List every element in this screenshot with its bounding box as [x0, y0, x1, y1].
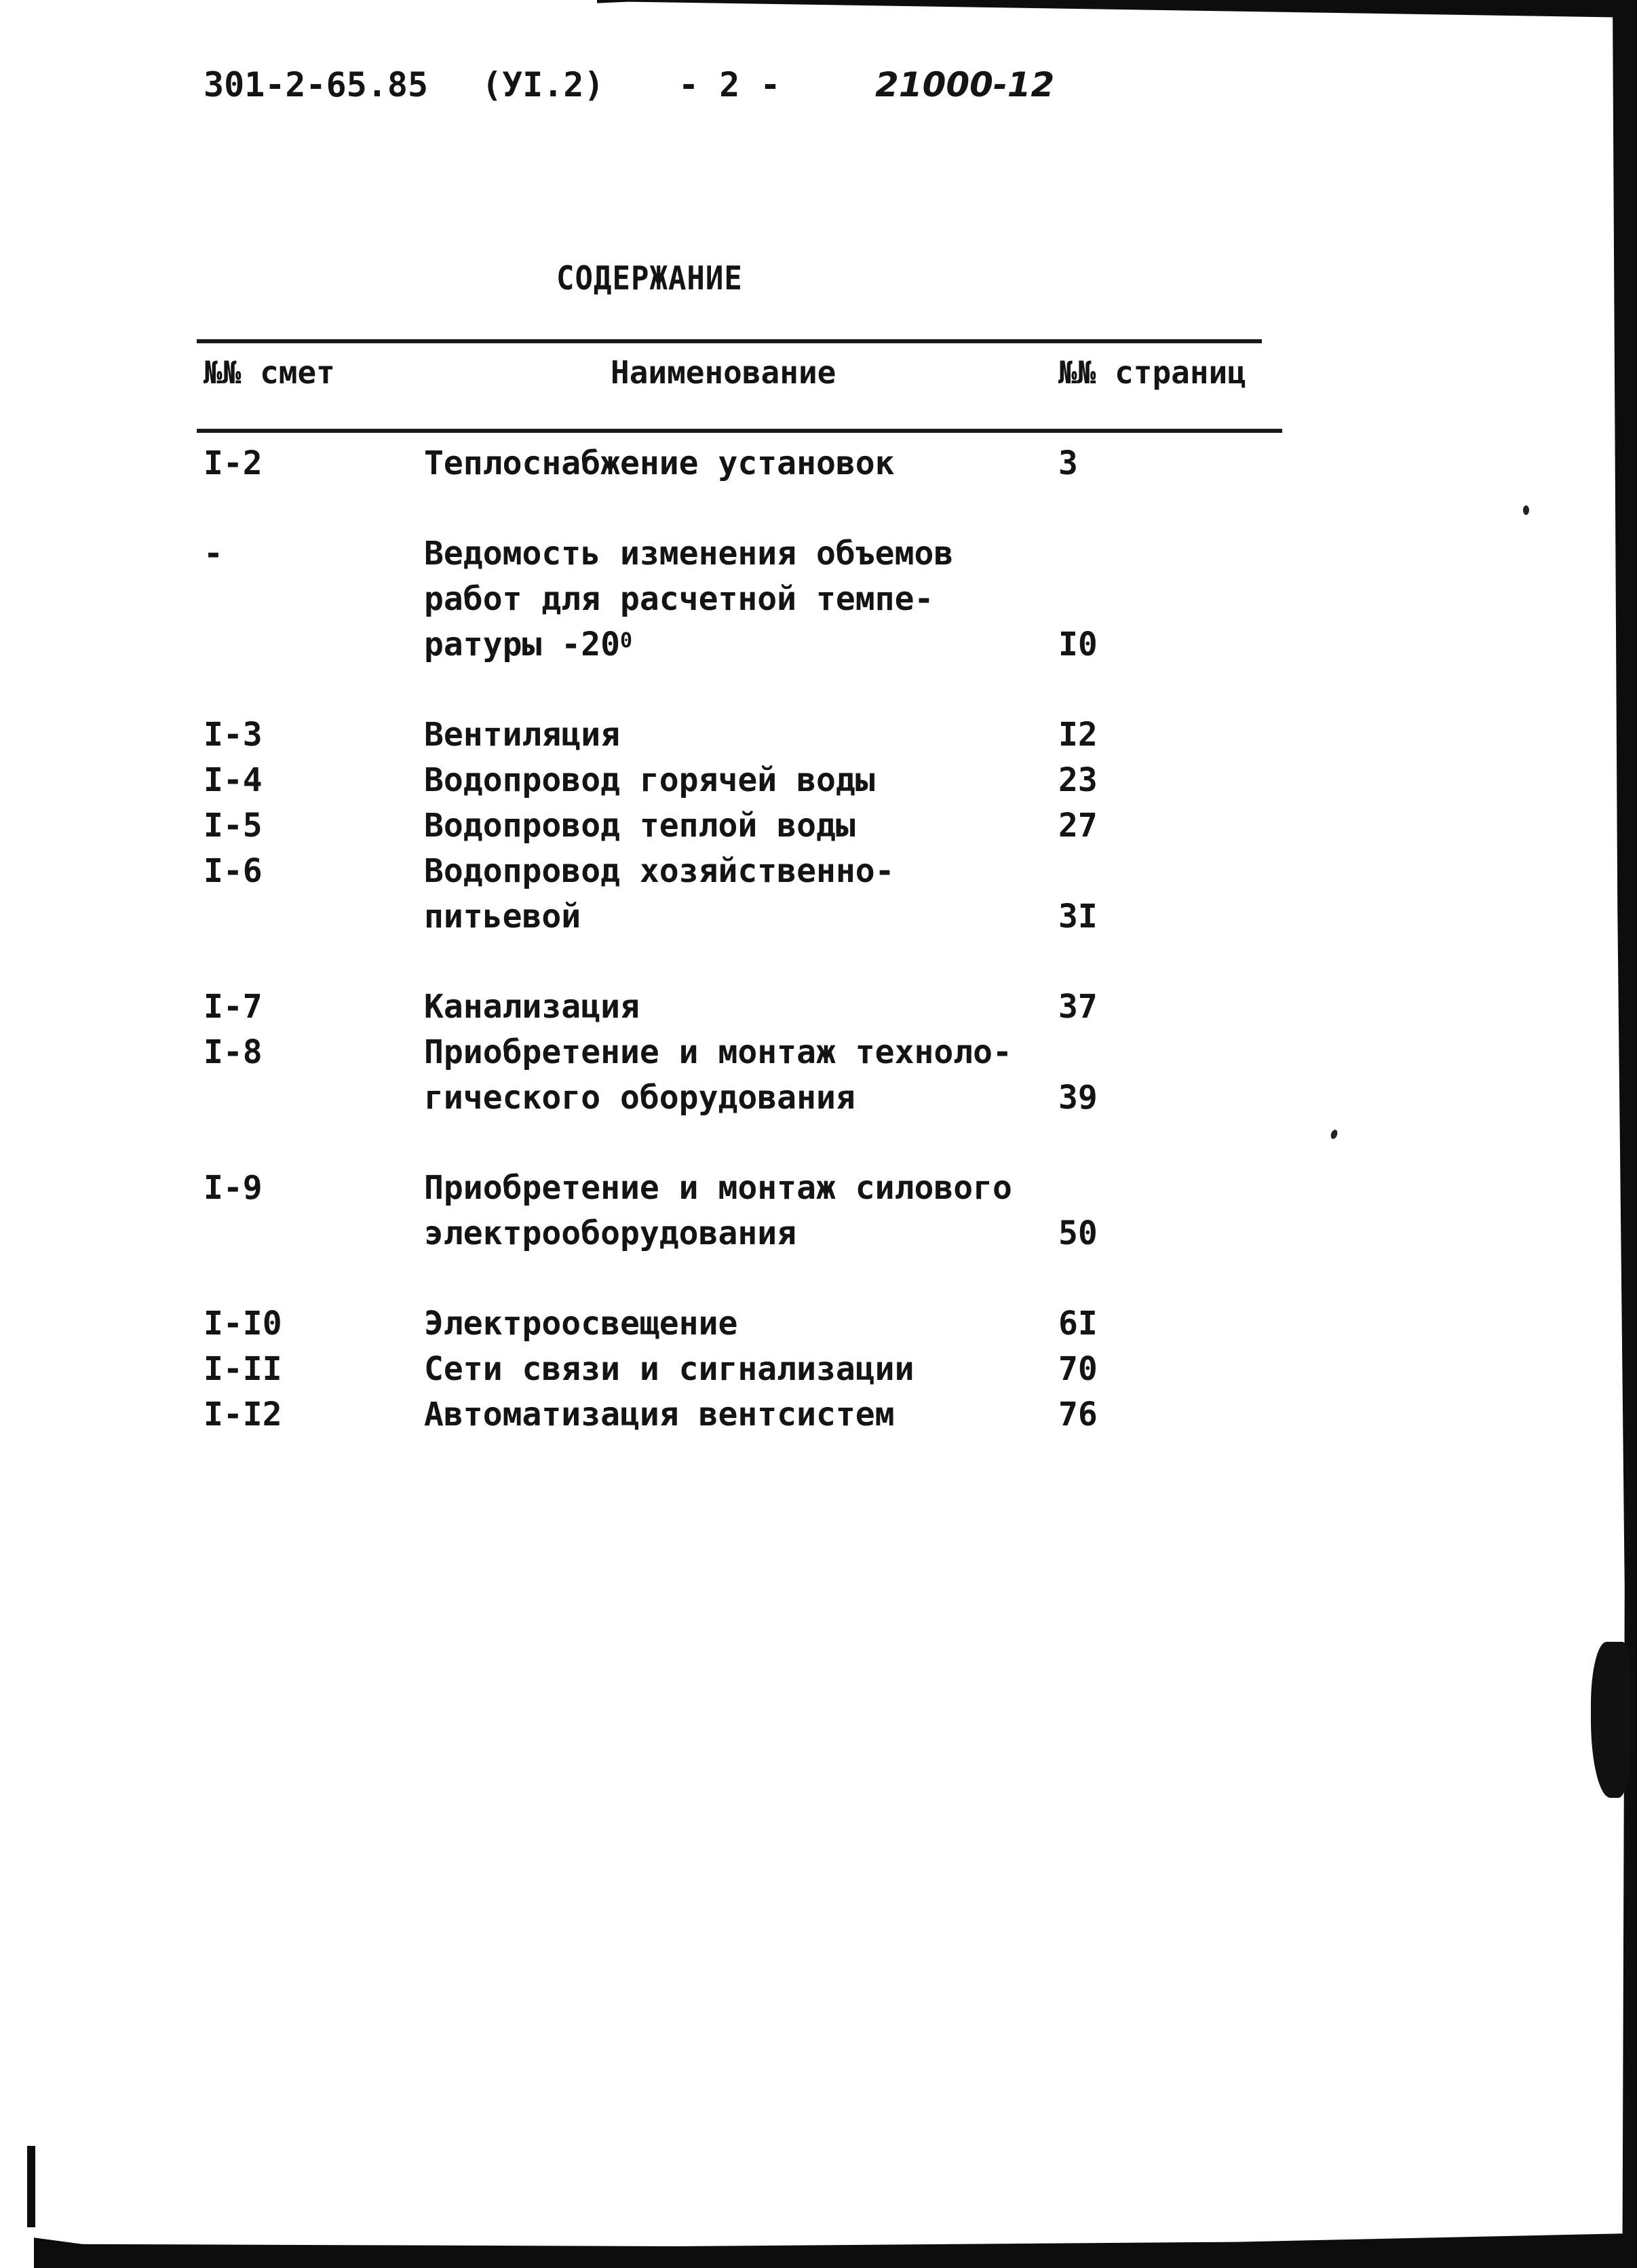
section-name-line: Вентиляция [424, 716, 620, 754]
section-name-line: Водопровод теплой воды [424, 807, 855, 845]
section-name-line: электрооборудования [424, 1214, 797, 1252]
series-number: 301-2-65.85 [204, 65, 429, 104]
section-name-line: Приобретение и монтаж техноло- [424, 1033, 1012, 1071]
estimate-number: I-I0 [204, 1305, 282, 1343]
section-name-line: работ для расчетной темпе- [424, 580, 934, 618]
contents-row [0, 441, 1637, 486]
page-ref: 6I [1058, 1305, 1098, 1343]
page-ref: 50 [1058, 1214, 1098, 1252]
page-ref: 70 [1058, 1350, 1098, 1388]
section-name [424, 441, 1035, 486]
column-header-number: №№ смет [204, 354, 335, 391]
estimate-number: I-5 [204, 807, 263, 845]
volume-label: (УI.2) [482, 65, 604, 104]
section-name [424, 1166, 1035, 1256]
contents-row [0, 803, 1637, 849]
estimate-number: I-9 [204, 1169, 263, 1207]
page-ref: 3 [1058, 444, 1078, 482]
handwritten-code: 21000-12 [875, 65, 1055, 104]
estimate-number: I-8 [204, 1033, 263, 1071]
page-title: СОДЕРЖАНИЕ [556, 259, 743, 298]
section-name-line: Электроосвещение [424, 1305, 738, 1343]
contents-row [0, 1030, 1637, 1121]
section-name-line: Ведомость изменения объемов [424, 535, 954, 573]
page-header [204, 65, 1492, 126]
section-name [424, 1347, 1035, 1392]
scan-artifact-blob [1591, 1642, 1630, 1798]
page-ref: 23 [1058, 761, 1098, 799]
section-name [424, 803, 1035, 849]
scan-edge-left [27, 2146, 35, 2227]
estimate-number: I-4 [204, 761, 263, 799]
degree-superscript: 0 [619, 629, 633, 653]
section-name-line: Канализация [424, 988, 640, 1026]
page-ref: I2 [1058, 716, 1098, 754]
section-name-line: Автоматизация вентсистем [424, 1396, 895, 1434]
column-header-pages: №№ страниц [1058, 354, 1246, 391]
section-name [424, 531, 1035, 668]
section-name-line: ратуры $-20^0$ [424, 626, 633, 664]
scan-speck [1523, 505, 1529, 515]
contents-row [0, 1301, 1637, 1347]
section-name [424, 1392, 1035, 1438]
table-header-rule [197, 429, 1282, 433]
estimate-number: I-I2 [204, 1396, 282, 1434]
contents-row [0, 712, 1637, 758]
section-name-line: Приобретение и монтаж силового [424, 1169, 1012, 1207]
contents-row [0, 984, 1637, 1030]
section-name-line: Сети связи и сигнализации [424, 1350, 914, 1388]
section-name [424, 984, 1035, 1030]
page-ref: 3I [1058, 898, 1098, 936]
estimate-number: - [204, 535, 223, 573]
page-ref: I0 [1058, 626, 1098, 664]
section-name-line: Водопровод горячей воды [424, 761, 875, 799]
estimate-number: I-3 [204, 716, 263, 754]
section-name-line: питьевой [424, 898, 581, 936]
page-ref: 39 [1058, 1079, 1098, 1117]
section-name [424, 849, 1035, 940]
section-name [424, 758, 1035, 803]
page-ref: 27 [1058, 807, 1098, 845]
contents-row [0, 1392, 1637, 1438]
scan-edge-right [1604, 0, 1637, 2268]
estimate-number: I-2 [204, 444, 263, 482]
contents-row [0, 1347, 1637, 1392]
section-name [424, 1301, 1035, 1347]
section-name-line: Водопровод хозяйственно- [424, 852, 895, 890]
contents-row [0, 531, 1637, 668]
estimate-number: I-7 [204, 988, 263, 1026]
contents-row [0, 1166, 1637, 1256]
section-name-line: Теплоснабжение установок [424, 444, 895, 482]
page-ref: 76 [1058, 1396, 1098, 1434]
contents-row [0, 849, 1637, 940]
section-name [424, 1030, 1035, 1121]
table-top-rule [197, 339, 1262, 343]
contents-row [0, 758, 1637, 803]
estimate-number: I-II [204, 1350, 282, 1388]
scan-edge-bottom [34, 2225, 1637, 2268]
column-header-name: Наименование [611, 354, 836, 391]
estimate-number: I-6 [204, 852, 263, 890]
page-number: - 2 - [678, 65, 781, 104]
section-name [424, 712, 1035, 758]
scan-edge-top [597, 0, 1637, 18]
page-ref: 37 [1058, 988, 1098, 1026]
section-name-line: гического оборудования [424, 1079, 855, 1117]
scan-speck [1330, 1129, 1339, 1140]
